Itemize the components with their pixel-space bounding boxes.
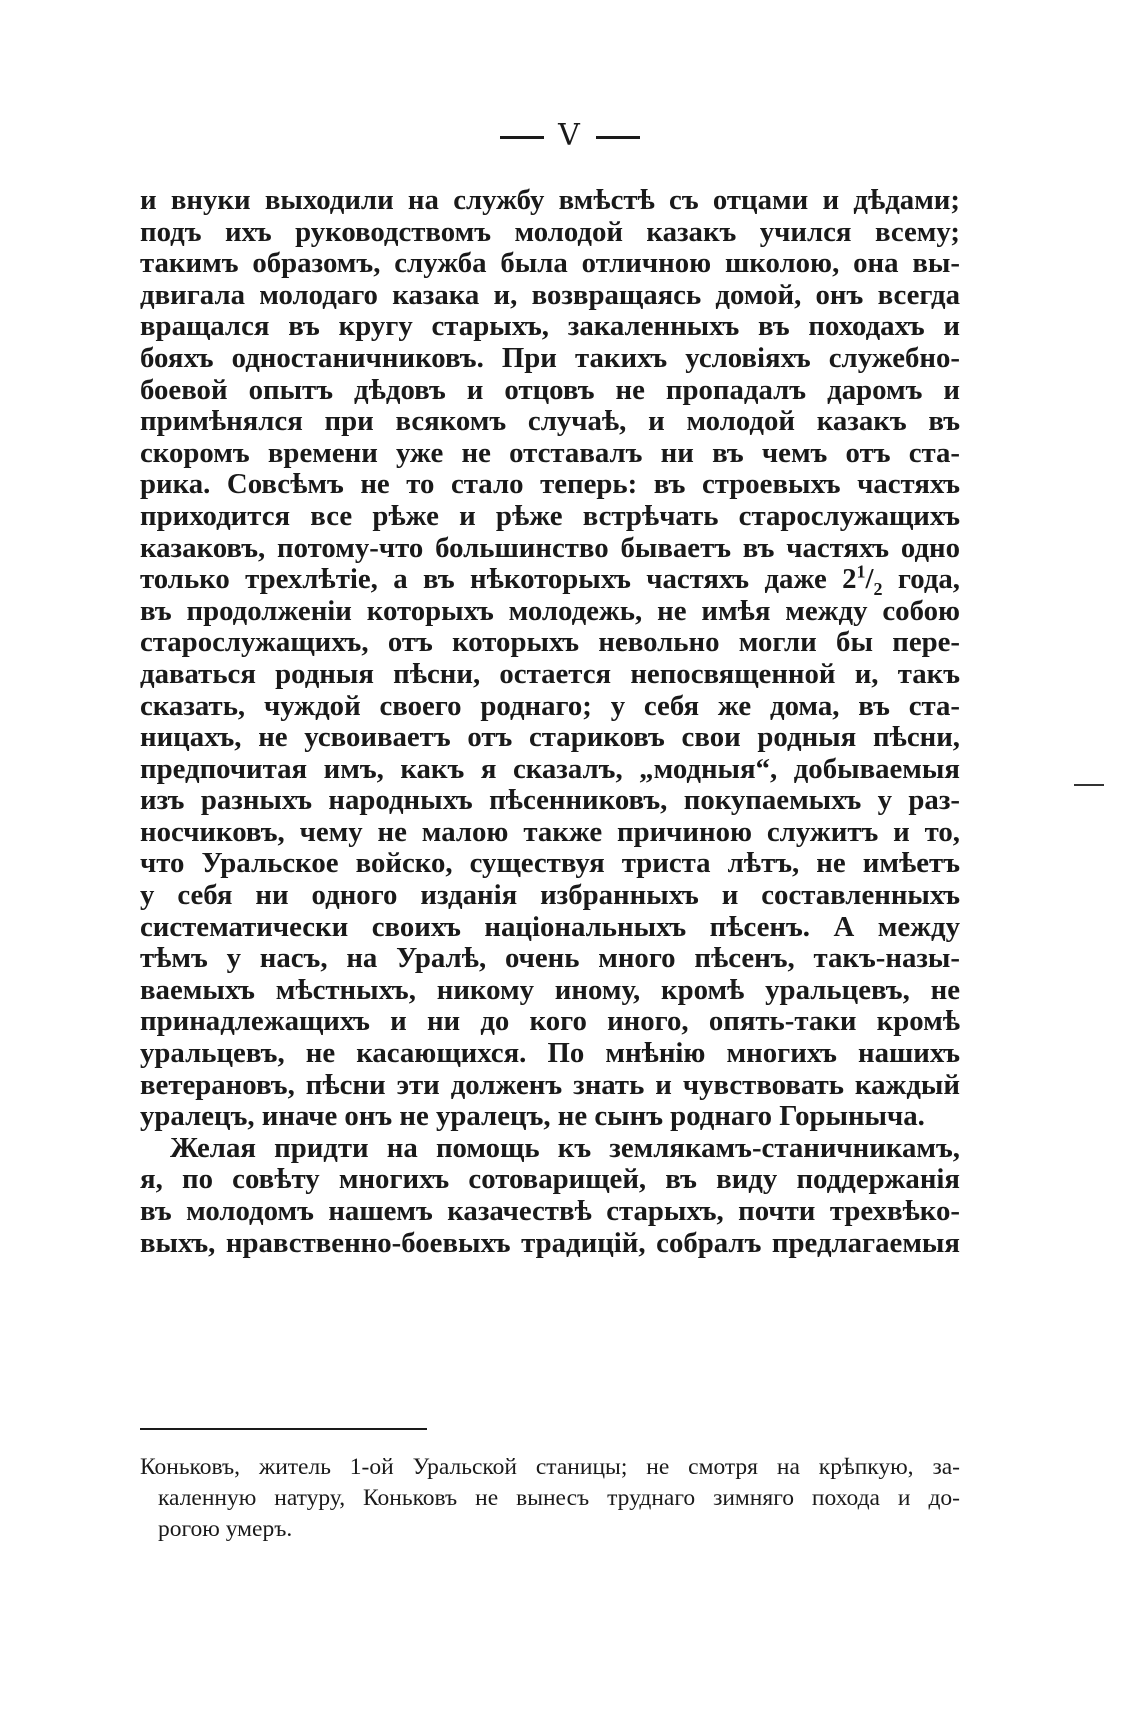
body-line: казаковъ, потому-что большинство бываетъ въ частяхъ одно <box>140 531 960 564</box>
body-line: изъ разныхъ народныхъ пѣсенниковъ, покупаемыхъ у раз- <box>140 784 960 817</box>
body-text <box>140 185 960 1259</box>
body-line: такимъ образомъ, служба была отличною школою, она вы- <box>140 247 960 280</box>
body-line: старослужащихъ, отъ которыхъ невольно могли бы пере- <box>140 626 960 659</box>
body-line: скоромъ времени уже не отставалъ ни въ чемъ отъ ста- <box>140 436 960 469</box>
body-line: даваться родныя пѣсни, остается непосвященной и, такъ <box>140 657 960 690</box>
body-line: предпочитая имъ, какъ я сказалъ, „модныя“, добываемыя <box>140 752 960 785</box>
body-line: приходится все рѣже и рѣже встрѣчать старослужащихъ <box>140 499 960 532</box>
body-line: и внуки выходили на службу вмѣстѣ съ отцами и дѣдами; <box>140 184 960 216</box>
fraction-denominator: 2 <box>873 578 883 599</box>
footnote <box>140 1452 960 1544</box>
body-line: у себя ни одного изданія избранныхъ и составленныхъ <box>140 879 960 912</box>
body-line: въ молодомъ нашемъ казачествѣ старыхъ, почти трехвѣко- <box>140 1195 960 1227</box>
page-number: V <box>558 118 582 153</box>
margin-mark <box>1074 784 1104 786</box>
body-line: ницахъ, не усвоиваетъ отъ стариковъ свои родныя пѣсни, <box>140 721 960 754</box>
body-line: вращался въ кругу старыхъ, закаленныхъ въ походахъ и <box>140 310 960 343</box>
body-line: систематически своихъ національныхъ пѣсенъ. А между <box>140 910 960 943</box>
body-line: выхъ, нравственно-боевыхъ традицій, собралъ предлагаемыя <box>140 1226 960 1259</box>
footnote-line: каленную натуру, Коньковъ не вынесъ труднаго зимняго похода и до- <box>158 1484 960 1511</box>
fraction-numerator: 1 <box>856 561 866 582</box>
body-line: сказать, чуждой своего роднаго; у себя же дома, въ ста- <box>140 689 960 722</box>
body-line: двигала молодаго казака и, возвращаясь домой, онъ всегда <box>140 278 960 311</box>
body-line: боевой опытъ дѣдовъ и отцовъ не пропадалъ даромъ и <box>140 373 960 406</box>
footnote-line: Коньковъ, житель 1-ой Уральской станицы; не смотря на крѣпкую, за- <box>140 1454 960 1480</box>
body-line: принадлежащихъ и ни до кого иного, опять-таки кромѣ <box>140 1005 960 1038</box>
header-dash-right <box>596 136 640 139</box>
body-line: примѣнялся при всякомъ случаѣ, и молодой казакъ въ <box>140 405 960 438</box>
body-line-with-fraction: только трехлѣтіе, а въ нѣкоторыхъ частяхъ даже $2^1/_2$ года, <box>140 561 961 599</box>
body-line: я, по совѣту многихъ сотоварищей, въ виду поддержанія <box>140 1163 960 1196</box>
body-line: подъ ихъ руководствомъ молодой казакъ учился всему; <box>140 215 960 248</box>
body-line: въ продолженіи которыхъ молодежь, не имѣя между собою <box>140 594 960 627</box>
page-header <box>0 118 1140 153</box>
body-line: ваемыхъ мѣстныхъ, никому иному, кромѣ уральцевъ, не <box>140 973 960 1006</box>
body-line: ветерановъ, пѣсни эти долженъ знать и чувствовать каждый <box>140 1068 960 1101</box>
header-dash-left <box>500 136 544 139</box>
body-line: бояхъ одностаничниковъ. При такихъ условіяхъ служебно- <box>140 341 960 374</box>
body-line: уральцевъ, не касающихся. По мнѣнію многихъ нашихъ <box>140 1037 960 1070</box>
footnote-line: рогою умеръ. <box>158 1515 293 1542</box>
body-line: что Уральское войско, существуя триста лѣтъ, не имѣетъ <box>140 847 960 880</box>
body-line: рика. Совсѣмъ не то стало теперь: въ строевыхъ частяхъ <box>140 468 960 501</box>
body-line: Желая придти на помощь къ землякамъ-станичникамъ, <box>170 1131 960 1164</box>
body-line: носчиковъ, чему не малою также причиною служитъ и то, <box>140 815 960 848</box>
body-line-text: только трехлѣтіе, а въ нѣкоторыхъ частяхъ даже 2 <box>140 563 857 596</box>
body-line: тѣмъ у насъ, на Уралѣ, очень много пѣсенъ, такъ-назы- <box>140 942 960 975</box>
fraction-suffix: года, <box>882 563 961 596</box>
body-line: уралецъ, иначе онъ не уралецъ, не сынъ роднаго Горыныча. <box>140 1100 925 1133</box>
footnote-rule <box>140 1428 427 1430</box>
